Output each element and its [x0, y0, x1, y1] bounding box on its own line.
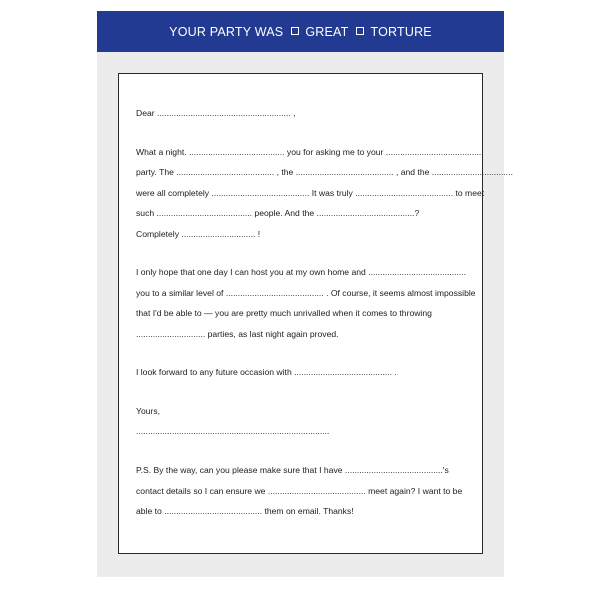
letter-line: Dear ........................................................ ,: [136, 108, 296, 118]
letter-line: I look forward to any future occasion with ......................................... .: [136, 367, 397, 377]
letter-line: you to a similar level of ......................................... . Of course, it seems almost impossible: [136, 288, 476, 298]
letter-line: I only hope that one day I can host you at my own home and .........................................: [136, 267, 467, 277]
letter-line: ............................. parties, as last night again proved.: [136, 329, 339, 339]
title-banner: [97, 11, 504, 52]
letter-line: party. The ......................................... , the ......................................... , and the ..................................: [136, 167, 513, 177]
letter-line: such ........................................ people. And the .........................................?: [136, 208, 420, 218]
signature-line: .................................................................................: [136, 426, 330, 436]
letter-line: Completely ............................... !: [136, 229, 261, 239]
letter-line: able to ......................................... them on email. Thanks!: [136, 506, 354, 516]
letter-line: Yours,: [136, 406, 161, 416]
letter-line: What a night. ........................................ you for asking me to your .........................................: [136, 147, 484, 157]
torture-checkbox-icon[interactable]: [356, 27, 364, 35]
letter-line: contact details so I can ensure we ......................................... meet again? I want to be: [136, 486, 463, 496]
banner-prefix: YOUR PARTY WAS: [169, 24, 284, 39]
letter-line: P.S. By the way, can you please make sure that I have .........................................'s: [136, 465, 449, 475]
letter-sheet: [118, 73, 513, 554]
banner-option-great: GREAT: [305, 24, 349, 39]
card: [97, 11, 513, 577]
great-checkbox-icon[interactable]: [291, 27, 299, 35]
banner-option-torture: TORTURE: [370, 24, 432, 39]
letter-line: that I'd be able to — you are pretty much unrivalled when it comes to throwing: [136, 308, 432, 318]
letter-line: were all completely ......................................... It was truly ......................................... to meet: [136, 188, 485, 198]
